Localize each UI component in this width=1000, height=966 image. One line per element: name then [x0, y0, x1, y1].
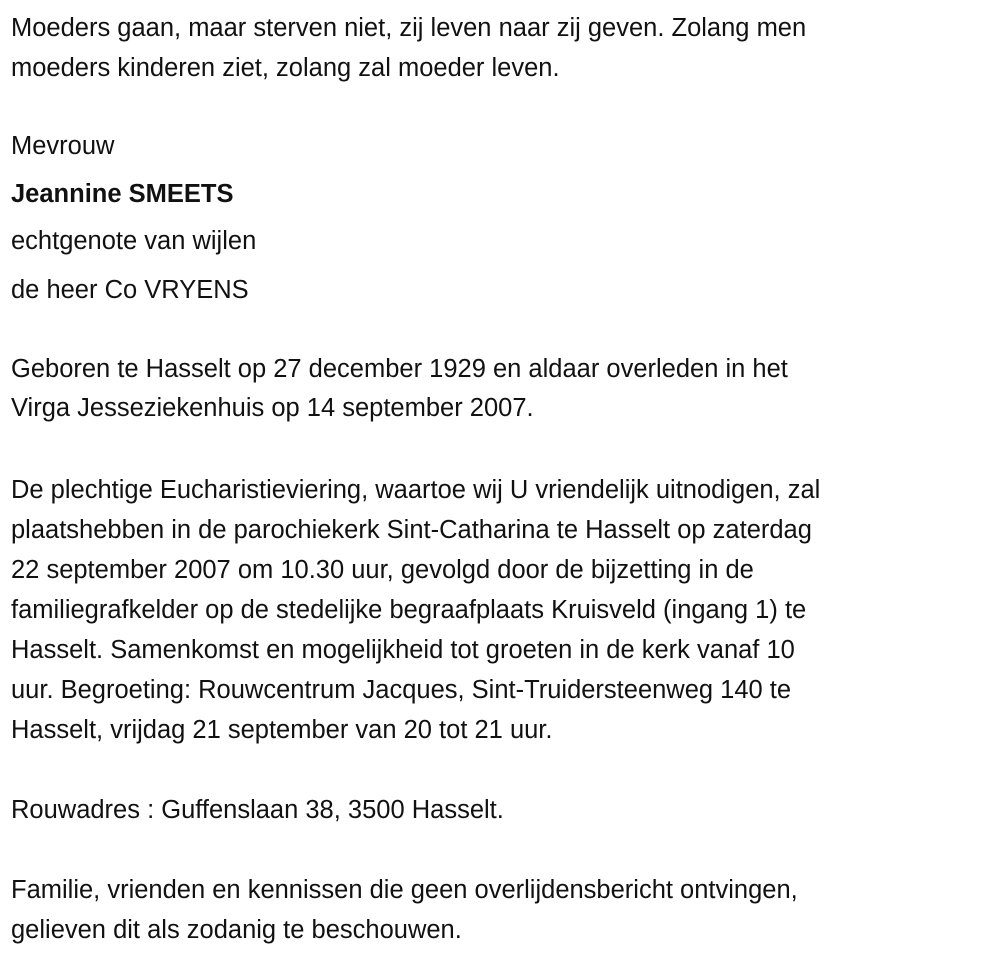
birth-line: Geboren te Hasselt op 27 december 1929 en aldaar overleden in het — [11, 355, 788, 383]
ceremony-line: Hasselt, vrijdag 21 september van 20 tot 21 uur. — [11, 716, 553, 744]
closing-line: gelieven dit als zodanig te beschouwen. — [11, 916, 462, 944]
intro-line: moeders kinderen ziet, zolang zal moeder leven. — [11, 54, 560, 82]
ceremony-line: Hasselt. Samenkomst en mogelijkheid tot groeten in de kerk vanaf 10 — [11, 636, 795, 664]
ceremony-line: De plechtige Eucharistieviering, waartoe wij U vriendelijk uitnodigen, zal — [11, 476, 821, 504]
mourning-address: Rouwadres : Guffenslaan 38, 3500 Hasselt. — [11, 796, 504, 824]
closing-line: Familie, vrienden en kennissen die geen overlijdensbericht ontvingen, — [11, 876, 798, 904]
deceased-name: Jeannine SMEETS — [11, 180, 234, 208]
birth-line: Virga Jesseziekenhuis op 14 september 2007. — [11, 394, 534, 422]
ceremony-line: familiegrafkelder op de stedelijke begraafplaats Kruisveld (ingang 1) te — [11, 596, 807, 624]
intro-line: Moeders gaan, maar sterven niet, zij leven naar zij geven. Zolang men — [11, 14, 807, 42]
title: Mevrouw — [11, 132, 115, 160]
ceremony-line: 22 september 2007 om 10.30 uur, gevolgd door de bijzetting in de — [11, 556, 754, 584]
ceremony-line: plaatshebben in de parochiekerk Sint-Catharina te Hasselt op zaterdag — [11, 516, 812, 544]
relation-line: de heer Co VRYENS — [11, 276, 249, 304]
relation-line: echtgenote van wijlen — [11, 227, 257, 255]
ceremony-line: uur. Begroeting: Rouwcentrum Jacques, Sint-Truidersteenweg 140 te — [11, 676, 792, 704]
